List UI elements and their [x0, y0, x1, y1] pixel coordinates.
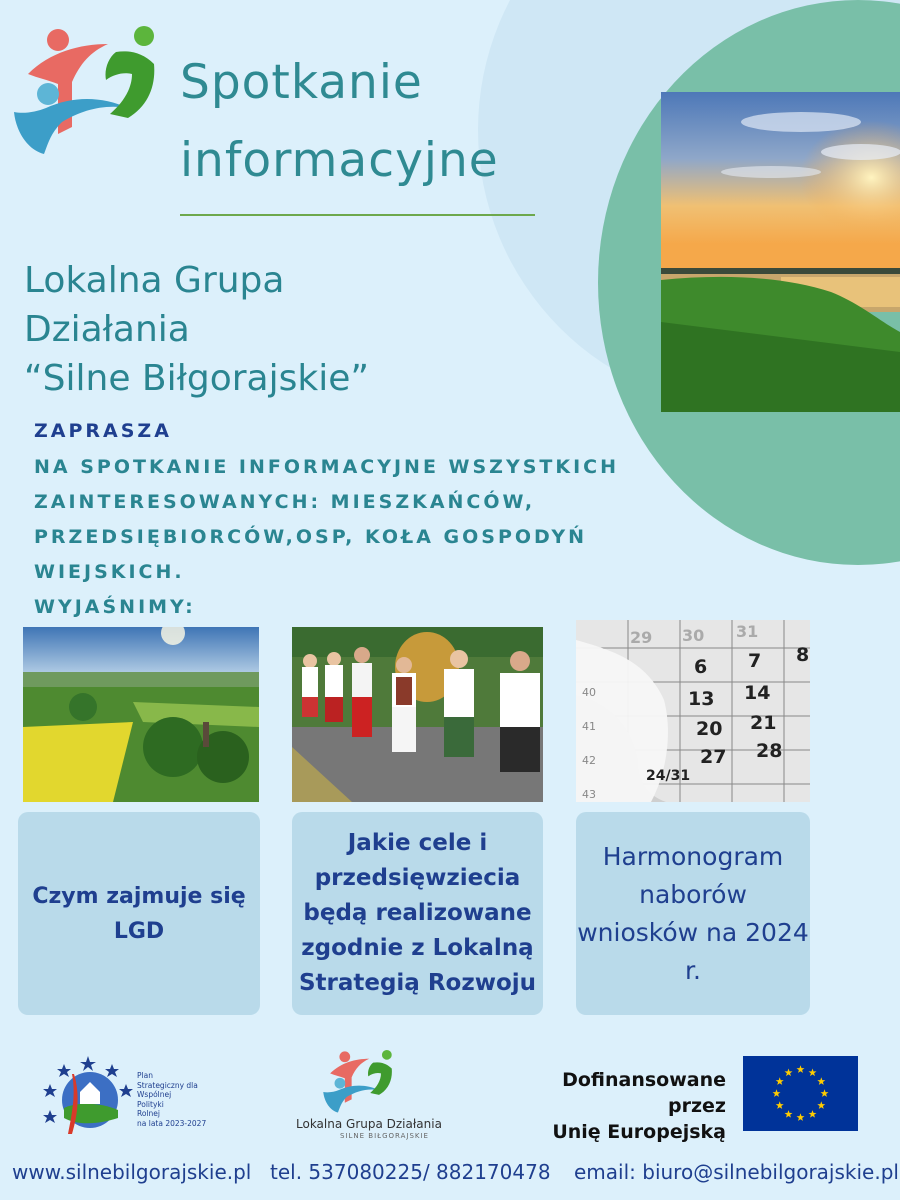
psp-text-line: Polityki — [137, 1099, 164, 1109]
eu-star-icon — [797, 1113, 805, 1121]
calendar-number: 29 — [630, 628, 653, 647]
lgd-small-logo-subtitle: SILNE BIŁGORAJSKIE — [340, 1132, 429, 1140]
eu-star-icon — [785, 1110, 793, 1118]
invite-description-line1: NA SPOTKANIE INFORMACYJNE WSZYSTKICH — [34, 456, 620, 478]
psp-text-line: Rolnej — [137, 1109, 160, 1118]
title-divider — [180, 214, 535, 216]
calendar-number: 13 — [688, 688, 715, 710]
psp-text-line: Plan — [137, 1071, 153, 1080]
explain-heading: WYJAŚNIMY: — [34, 596, 196, 618]
folk-procession-photo — [292, 627, 543, 802]
calendar-number: 6 — [694, 656, 708, 678]
page-title-line2: informacyjne — [180, 133, 499, 188]
topic-card-text: Harmonogram naborów wniosków na 2024 r. — [577, 841, 809, 985]
calendar-week-number: 43 — [582, 788, 596, 801]
lgd-small-logo-name: Lokalna Grupa Działania — [296, 1117, 442, 1131]
calendar-number: 31 — [736, 622, 759, 641]
calendar-number: 27 — [700, 746, 727, 768]
invite-description-line2: ZAINTERESOWANYCH: MIESZKAŃCÓW, — [34, 491, 536, 513]
eu-star-icon — [821, 1089, 829, 1097]
eu-star-icon — [776, 1101, 784, 1109]
invite-description-line4: WIEJSKICH. — [34, 561, 185, 583]
footer-email[interactable]: email: biuro@silnebilgorajskie.pl — [574, 1160, 899, 1184]
psp-text-line: Strategiczny dla — [137, 1080, 198, 1090]
eu-star-icon — [817, 1077, 825, 1085]
lgd-small-logo-icon — [320, 1048, 396, 1114]
invite-heading: ZAPRASZA — [34, 420, 172, 442]
lgd-logo-icon — [10, 22, 160, 157]
calendar-week-number: 40 — [582, 686, 596, 699]
calendar-week-number: 41 — [582, 720, 596, 733]
footer-phone: tel. 537080225/ 882170478 — [270, 1160, 551, 1184]
eu-star-icon — [817, 1101, 825, 1109]
psp-text-line: na lata 2023-2027 — [137, 1118, 207, 1128]
calendar-number: 30 — [682, 626, 705, 645]
calendar-number: 20 — [696, 718, 723, 740]
calendar-number: 8 — [796, 644, 810, 666]
calendar-number: 24/31 — [646, 768, 691, 784]
topic-card-goals — [292, 812, 543, 1015]
calendar-number: 7 — [748, 650, 762, 672]
countryside-fields-photo — [23, 627, 259, 802]
eu-funding-line2: Unię Europejską — [552, 1121, 726, 1143]
psp-logo-icon — [42, 1054, 134, 1136]
eu-funding-text — [508, 1067, 726, 1145]
org-name-line1: Lokalna Grupa — [24, 260, 285, 301]
sunset-lake-photo — [661, 92, 900, 412]
topic-card-schedule — [576, 812, 810, 1015]
eu-star-icon — [773, 1089, 781, 1097]
eu-star-icon — [776, 1077, 784, 1085]
topic-card-text: Czym zajmuje się LGD — [32, 883, 246, 944]
calendar-number: 21 — [750, 712, 777, 734]
topic-card-lgd — [18, 812, 260, 1015]
eu-star-icon — [809, 1110, 817, 1118]
eu-star-icon — [809, 1069, 817, 1077]
eu-flag-icon — [743, 1056, 858, 1131]
topic-card-text: Jakie cele i przedsięwziecia będą realizowane zgodnie z Lokalną Strategią Rozwoju — [298, 830, 537, 996]
psp-text-line: Wspólnej — [137, 1090, 172, 1099]
footer-website[interactable]: www.silnebilgorajskie.pl — [12, 1160, 252, 1184]
eu-star-icon — [785, 1069, 793, 1077]
org-name-line3: “Silne Biłgorajskie” — [24, 358, 369, 399]
psp-logo-text — [137, 1071, 206, 1128]
page-title-line1: Spotkanie — [180, 55, 423, 110]
eu-star-icon — [797, 1065, 805, 1073]
calendar-photo — [576, 620, 810, 802]
calendar-number: 28 — [756, 740, 783, 762]
org-name-line2: Działania — [24, 309, 190, 350]
eu-funding-line1: Dofinansowane przez — [562, 1069, 726, 1117]
invite-description-line3: PRZEDSIĘBIORCÓW,OSP, KOŁA GOSPODYŃ — [34, 526, 588, 548]
calendar-week-number: 42 — [582, 754, 596, 767]
calendar-number: 14 — [744, 682, 771, 704]
